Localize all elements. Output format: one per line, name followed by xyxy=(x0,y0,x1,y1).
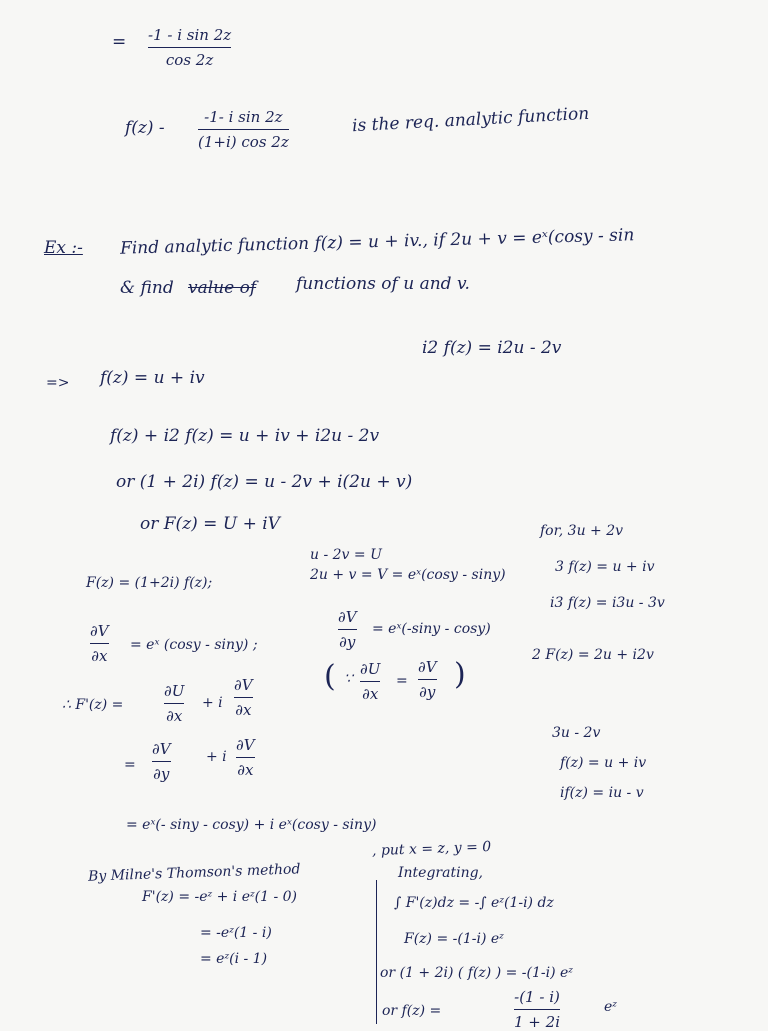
dv-dy-fraction xyxy=(338,608,357,651)
denominator: 1 + 2i xyxy=(514,1013,560,1031)
final-exponential: eᶻ xyxy=(604,999,617,1015)
paren-open: ( xyxy=(324,659,336,694)
final-fraction xyxy=(514,988,560,1031)
solution-step-5: F(z) = (1+2i) f(z); xyxy=(86,575,213,591)
numerator: -(1 - i) xyxy=(514,988,560,1006)
solution-step-1b: i2 f(z) = i2u - 2v xyxy=(422,338,562,358)
column-divider xyxy=(376,880,377,1024)
side-note-4: 2 F(z) = 2u + i2v xyxy=(532,647,654,663)
numerator: ∂V xyxy=(90,622,109,640)
solution-step-1: f(z) = u + iv xyxy=(100,368,205,388)
side-note-7: if(z) = iu - v xyxy=(560,785,644,801)
denominator: cos 2z xyxy=(165,51,214,69)
dv-dy-value: = eˣ(-siny - cosy) xyxy=(372,621,491,637)
solution-step-3: or (1 + 2i) f(z) = u - 2v + i(2u + v) xyxy=(116,472,413,492)
equals-sign: = xyxy=(112,32,127,52)
milne-step-3: = eᶻ(i - 1) xyxy=(200,951,268,967)
cr-equals: = xyxy=(396,673,408,689)
cr-dv-dy xyxy=(418,658,437,701)
function-fraction xyxy=(198,108,289,151)
milne-step-2: = -eᶻ(1 - i) xyxy=(200,925,272,941)
example-statement-line2-end: functions of u and v. xyxy=(296,274,470,294)
function-lhs: f(z) - xyxy=(125,118,165,138)
numerator: -1- i sin 2z xyxy=(204,108,283,126)
method-substitution: , put x = z, y = 0 xyxy=(371,838,492,860)
numerator: ∂V xyxy=(338,608,357,626)
side-note-2: 3 f(z) = u + iv xyxy=(555,559,655,575)
solution-step-4: or F(z) = U + iV xyxy=(140,514,280,534)
numerator: ∂V xyxy=(234,676,253,694)
conclusion-text: is the req. analytic function xyxy=(351,103,590,137)
implies-arrow: => xyxy=(46,375,70,391)
fraction-bar xyxy=(198,129,289,130)
milne-step-1: F'(z) = -eᶻ + i eᶻ(1 - 0) xyxy=(142,889,298,905)
paren-close: ) xyxy=(454,657,466,692)
dv-dy-fraction-3 xyxy=(152,740,171,783)
side-note-1: for, 3u + 2v xyxy=(540,523,624,539)
equals-sign-2: = xyxy=(124,757,136,773)
denominator: ∂y xyxy=(419,683,436,701)
because-symbol: ∵ xyxy=(344,671,353,687)
struck-text: value of xyxy=(188,278,257,298)
fraction-bar xyxy=(90,643,109,644)
fraction-bar xyxy=(418,679,437,680)
numerator: ∂V xyxy=(236,736,255,754)
fraction-bar xyxy=(236,757,255,758)
integration-step-2: F(z) = -(1-i) eᶻ xyxy=(404,931,504,947)
side-note-6: f(z) = u + iv xyxy=(560,755,647,771)
dv-dx-value: = eˣ (cosy - siny) ; xyxy=(130,637,258,653)
solution-step-2: f(z) + i2 f(z) = u + iv + i2u - 2v xyxy=(110,426,380,446)
side-note-5: 3u - 2v xyxy=(552,725,601,741)
du-dx-fraction xyxy=(164,682,184,725)
dv-dx-fraction xyxy=(90,622,109,665)
dv-dx-fraction-2 xyxy=(234,676,253,719)
fraction-bar xyxy=(338,629,357,630)
expanded-derivative: = eˣ(- siny - cosy) + i eˣ(cosy - siny) xyxy=(126,817,377,833)
denominator: ∂x xyxy=(166,707,183,725)
integration-step-1: ∫ F'(z)dz = -∫ eᶻ(1-i) dz xyxy=(394,895,554,911)
dv-dx-fraction-3 xyxy=(236,736,255,779)
fraction-bar xyxy=(514,1009,560,1010)
method-heading: By Milne's Thomson's method xyxy=(87,861,301,885)
relation-v: 2u + v = V = eˣ(cosy - siny) xyxy=(310,567,506,583)
fraction-bar xyxy=(152,761,171,762)
integration-step-3: or (1 + 2i) ( f(z) ) = -(1-i) eᶻ xyxy=(380,965,573,981)
plus-i: + i xyxy=(202,695,223,711)
denominator: ∂x xyxy=(91,647,108,665)
plus-i-2: + i xyxy=(206,749,227,765)
numerator: -1 - i sin 2z xyxy=(148,26,232,44)
denominator: ∂y xyxy=(153,765,170,783)
integrating-label: Integrating, xyxy=(398,865,483,881)
fraction-bar xyxy=(360,681,380,682)
fraction-bar xyxy=(164,703,184,704)
cr-du-dx xyxy=(360,660,380,703)
f-prime-prefix: ∴ F'(z) = xyxy=(62,697,124,713)
numerator: ∂U xyxy=(164,682,185,700)
fraction-bar xyxy=(148,47,231,48)
denominator: ∂x xyxy=(235,701,252,719)
example-statement-line1: Find analytic function f(z) = u + iv., if 2u + v = eˣ(cosy - sin xyxy=(119,225,635,259)
relation-u: u - 2v = U xyxy=(310,547,382,563)
denominator: ∂x xyxy=(237,761,254,779)
side-note-3: i3 f(z) = i3u - 3v xyxy=(550,595,665,611)
numerator: ∂V xyxy=(152,740,171,758)
example-statement-line2-start: & find xyxy=(120,278,174,298)
fraction-result xyxy=(148,26,231,69)
denominator: ∂x xyxy=(362,685,379,703)
integration-step-4-lhs: or f(z) = xyxy=(382,1003,442,1019)
denominator: ∂y xyxy=(339,633,356,651)
numerator: ∂V xyxy=(418,658,437,676)
example-label: Ex :- xyxy=(44,238,83,258)
numerator: ∂U xyxy=(360,660,381,678)
fraction-bar xyxy=(234,697,253,698)
denominator: (1+i) cos 2z xyxy=(198,133,289,151)
